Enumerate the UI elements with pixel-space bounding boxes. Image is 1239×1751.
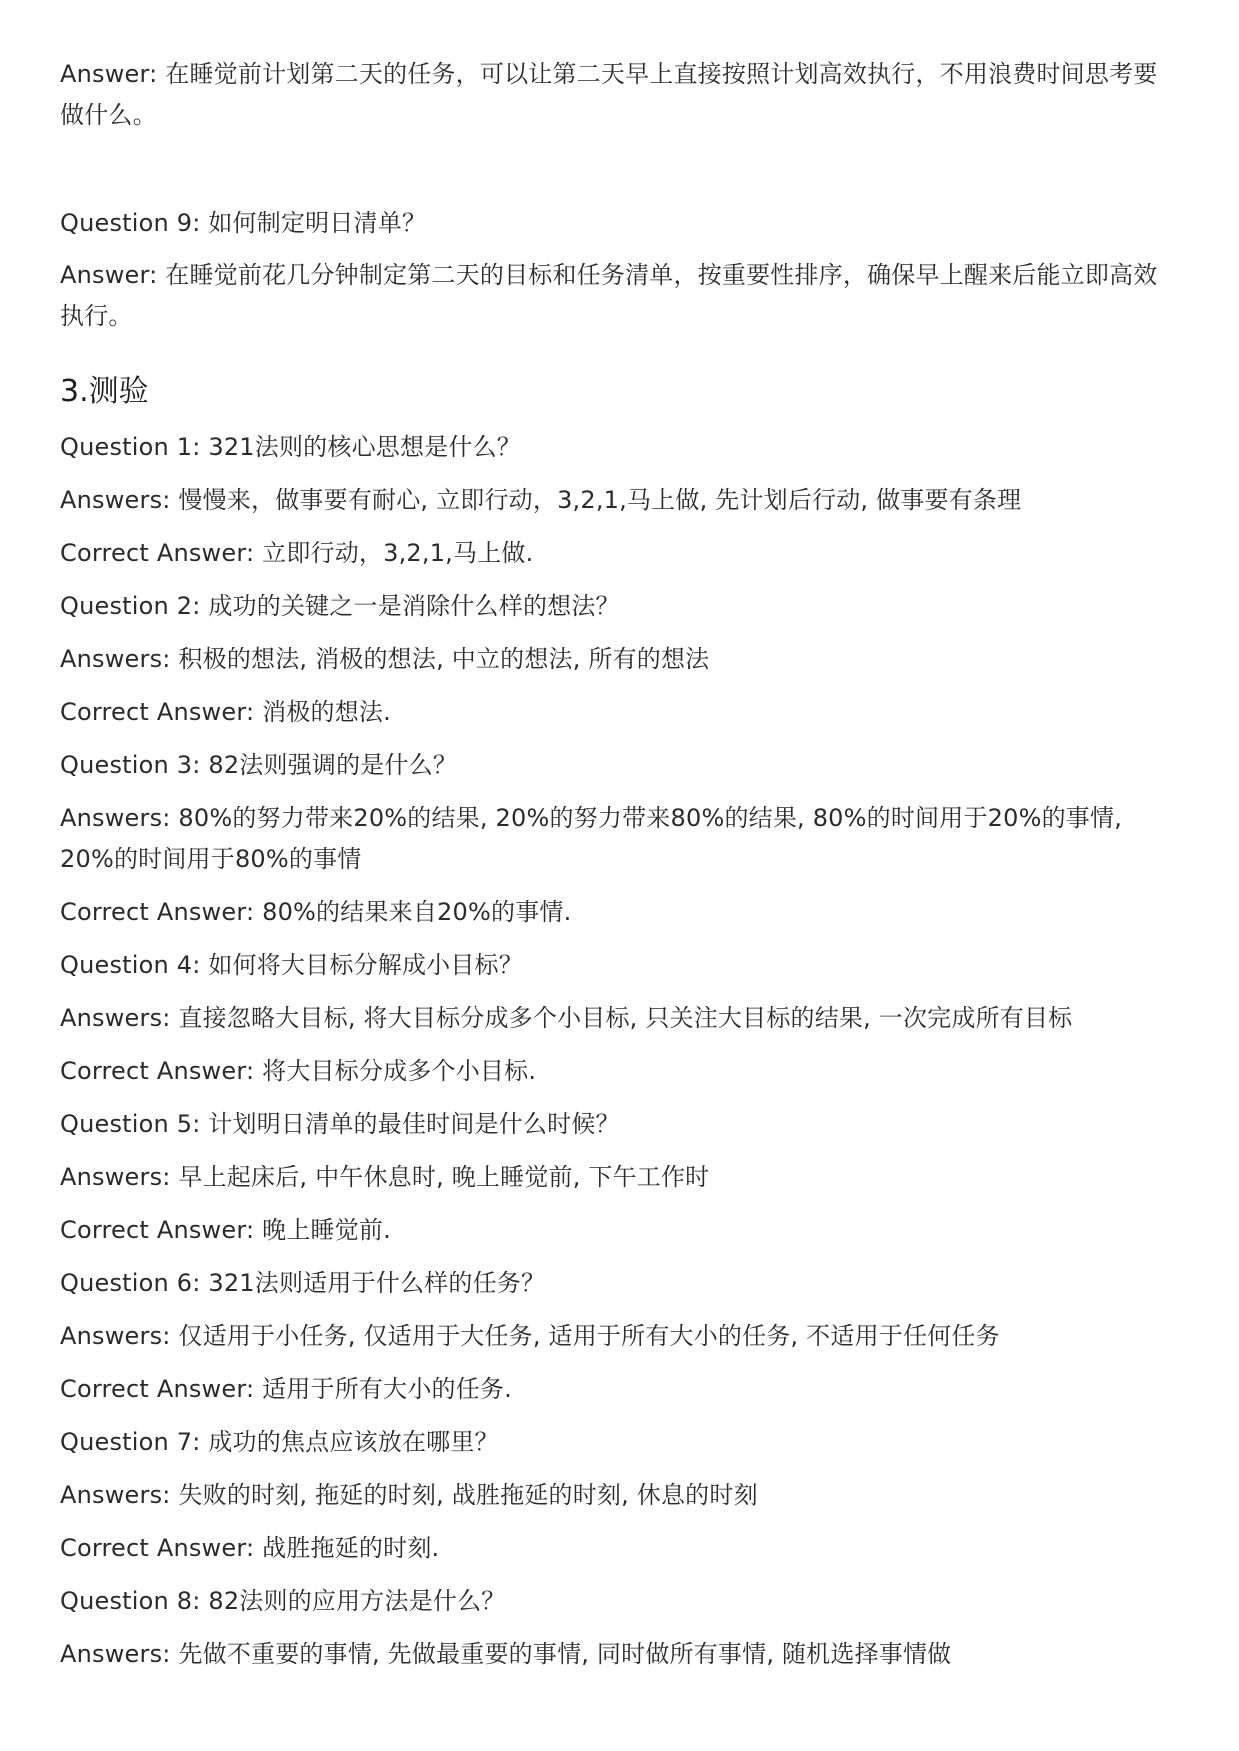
quiz-question-5: Question 5: 计划明日清单的最佳时间是什么时候？ [60, 1110, 620, 1138]
quiz-answers-6: Answers: 仅适用于小任务, 仅适用于大任务, 适用于所有大小的任务, 不适用于任何任务 [60, 1322, 1000, 1350]
quiz-answers-3: Answers: 80%的努力带来20%的结果, 20%的努力带来80%的结果, 80%的时间用于20%的事情, 20%的时间用于80%的事情 [60, 804, 1123, 873]
quiz-question-3: Question 3: 82法则强调的是什么？ [60, 751, 458, 779]
quiz-heading: 3.测验 [60, 374, 149, 409]
quiz-question-8: Question 8: 82法则的应用方法是什么？ [60, 1587, 506, 1615]
answer-8: Answer: 在睡觉前计划第二天的任务，可以让第二天早上直接按照计划高效执行，不用浪费时间思考要做什么。 [60, 60, 1158, 129]
quiz-correct-1: Correct Answer: 立即行动，3,2,1,马上做. [60, 539, 534, 567]
quiz-correct-6: Correct Answer: 适用于所有大小的任务. [60, 1375, 512, 1403]
quiz-correct-4: Correct Answer: 将大目标分成多个小目标. [60, 1057, 537, 1085]
quiz-correct-2: Correct Answer: 消极的想法. [60, 698, 391, 726]
quiz-answers-2: Answers: 积极的想法, 消极的想法, 中立的想法, 所有的想法 [60, 645, 710, 673]
quiz-question-4: Question 4: 如何将大目标分解成小目标？ [60, 951, 523, 979]
quiz-answers-8: Answers: 先做不重要的事情, 先做最重要的事情, 同时做所有事情, 随机选择事情做 [60, 1640, 952, 1668]
quiz-question-6: Question 6: 321法则适用于什么样的任务？ [60, 1269, 546, 1297]
quiz-correct-5: Correct Answer: 晚上睡觉前. [60, 1216, 391, 1244]
answer-9: Answer: 在睡觉前花几分钟制定第二天的目标和任务清单，按重要性排序，确保早上醒来后能立即高效执行。 [60, 261, 1158, 330]
quiz-question-7: Question 7: 成功的焦点应该放在哪里？ [60, 1428, 499, 1456]
quiz-correct-3: Correct Answer: 80%的结果来自20%的事情. [60, 898, 572, 926]
quiz-correct-7: Correct Answer: 战胜拖延的时刻. [60, 1534, 440, 1562]
quiz-answers-1: Answers: 慢慢来，做事要有耐心, 立即行动，3,2,1,马上做, 先计划后行动, 做事要有条理 [60, 486, 1022, 514]
quiz-answers-7: Answers: 失败的时刻, 拖延的时刻, 战胜拖延的时刻, 休息的时刻 [60, 1481, 758, 1509]
quiz-question-1: Question 1: 321法则的核心思想是什么？ [60, 433, 521, 461]
question-9: Question 9: 如何制定明日清单？ [60, 209, 427, 237]
quiz-question-2: Question 2: 成功的关键之一是消除什么样的想法？ [60, 592, 620, 620]
quiz-answers-5: Answers: 早上起床后, 中午休息时, 晚上睡觉前, 下午工作时 [60, 1163, 710, 1191]
quiz-answers-4: Answers: 直接忽略大目标, 将大目标分成多个小目标, 只关注大目标的结果, 一次完成所有目标 [60, 1004, 1073, 1032]
